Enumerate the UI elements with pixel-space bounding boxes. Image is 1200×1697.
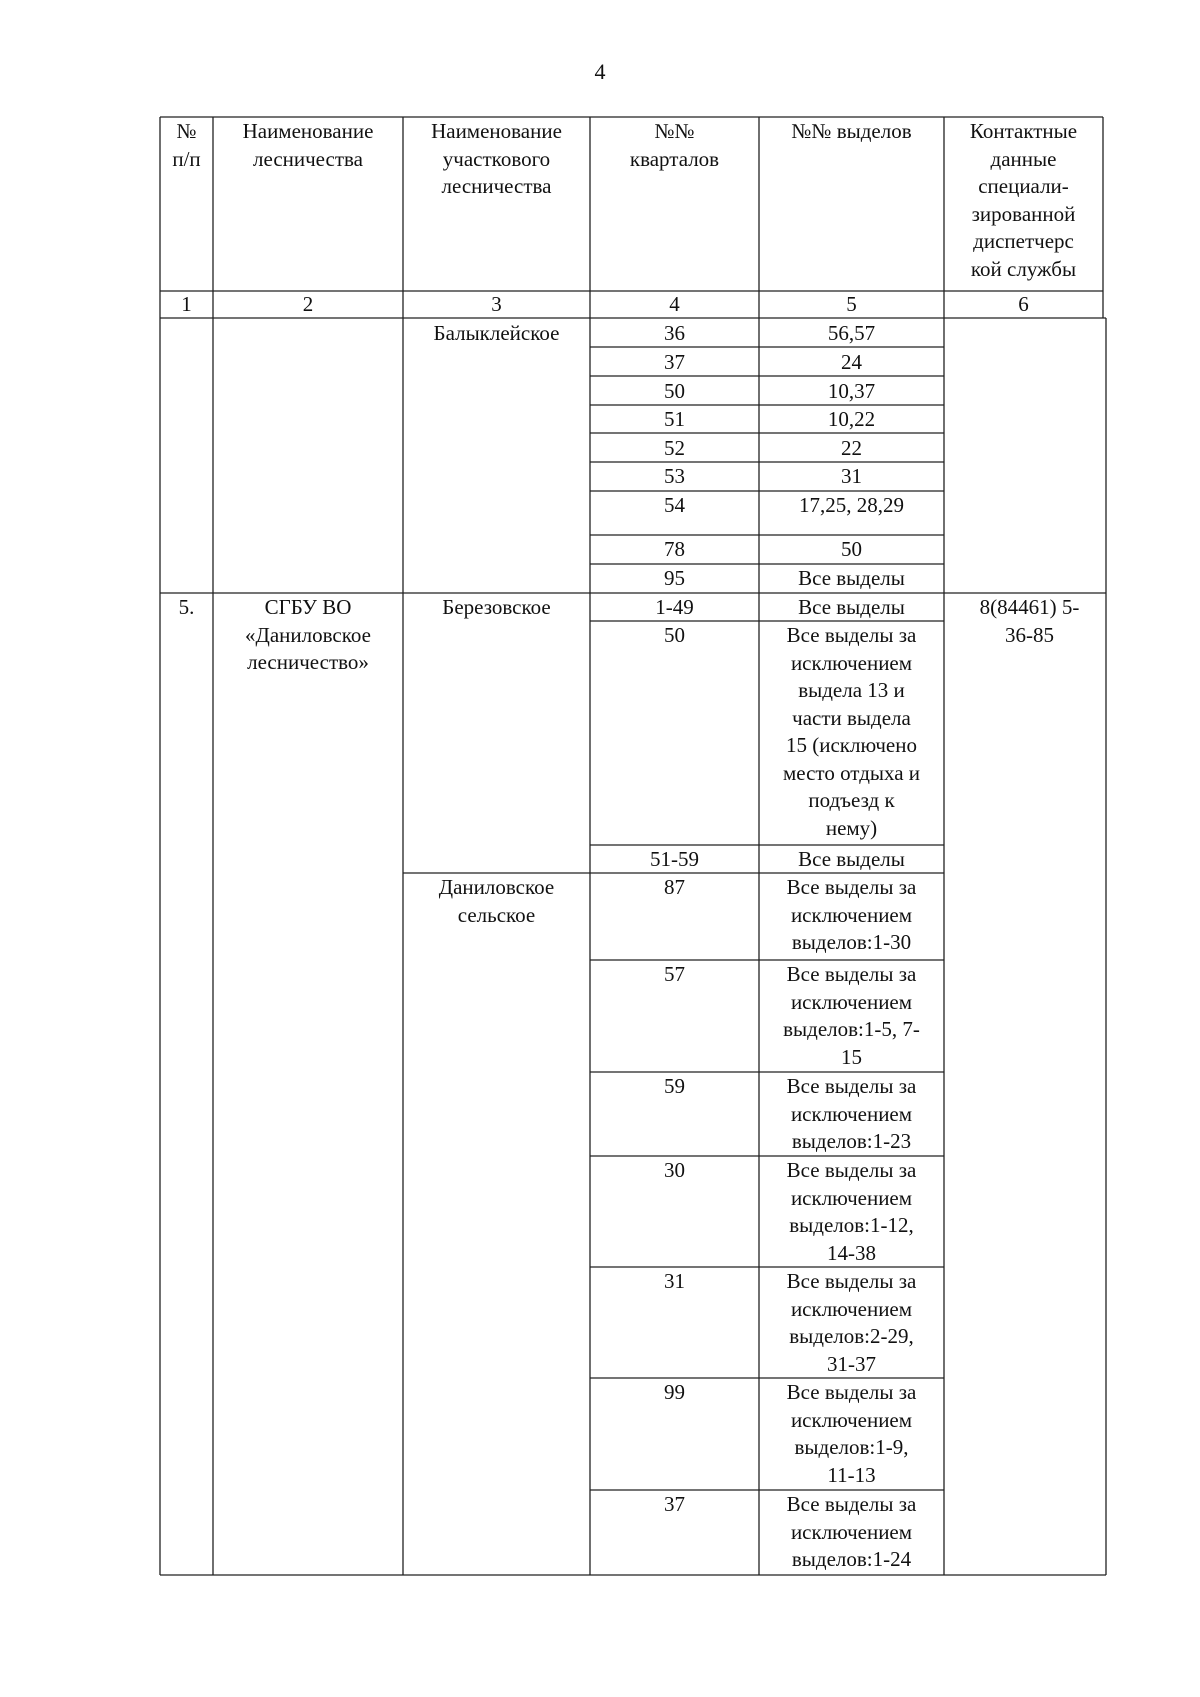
quarter-cell: 78 <box>664 537 685 561</box>
quarter-cell: 52 <box>664 436 685 460</box>
plots-cell: Все выделы за исключением выделов:1-24 <box>786 1492 917 1571</box>
plots-cell: Все выделы за исключением выделов:1-23 <box>786 1074 917 1153</box>
quarter-cell: 37 <box>664 1492 685 1516</box>
forestry-name: СГБУ ВО «Даниловское лесничество» <box>245 595 371 674</box>
quarter-cell: 36 <box>664 321 685 345</box>
plots-cell: Все выделы за исключением выделов:1-30 <box>786 875 917 954</box>
header-forestry-name: Наименование лесничества <box>242 119 374 171</box>
plots-cell: Все выделы за исключением выделов:1-12, 14-38 <box>786 1158 917 1265</box>
quarter-cell: 87 <box>664 875 685 899</box>
plots-cell: 22 <box>841 436 862 460</box>
quarter-cell: 57 <box>664 962 685 986</box>
column-number: 5 <box>846 292 857 316</box>
quarter-cell: 30 <box>664 1158 685 1182</box>
plots-cell: Все выделы <box>798 847 905 871</box>
quarter-cell: 53 <box>664 464 685 488</box>
plots-cell: 50 <box>841 537 862 561</box>
quarter-cell: 99 <box>664 1380 685 1404</box>
plots-cell: Все выделы за исключением выделов:1-5, 7- 15 <box>783 962 920 1069</box>
contact-phone: 8(84461) 5- 36-85 <box>979 595 1080 647</box>
quarter-cell: 54 <box>664 493 685 517</box>
header-district-name: Наименование участкового лесничества <box>431 119 562 198</box>
quarter-cell: 50 <box>664 379 685 403</box>
quarter-cell: 50 <box>664 623 685 647</box>
district-name: Даниловское сельское <box>438 875 555 927</box>
quarter-cell: 37 <box>664 350 685 374</box>
plots-cell: Все выделы за исключением выдела 13 и части выдела 15 (исключено место отдыха и подъезд к нему) <box>782 623 921 840</box>
plots-cell: 24 <box>841 350 862 374</box>
column-number: 2 <box>302 292 314 316</box>
column-number: 4 <box>669 292 680 316</box>
plots-cell: 56,57 <box>827 321 876 345</box>
page-number: 4 <box>594 59 606 84</box>
plots-cell: 10,37 <box>827 379 876 403</box>
quarter-cell: 59 <box>664 1074 685 1098</box>
plots-cell: Все выделы за исключением выделов:1-9, 11-13 <box>786 1380 917 1487</box>
quarter-cell: 95 <box>664 566 685 590</box>
header-plots: №№ выделов <box>791 119 912 143</box>
quarter-cell: 31 <box>664 1269 685 1293</box>
plots-cell: Все выделы за исключением выделов:2-29, 31-37 <box>786 1269 917 1376</box>
plots-cell: 31 <box>841 464 862 488</box>
plots-cell: 17,25, 28,29 <box>799 493 904 517</box>
district-name: Балыклейское <box>433 321 560 345</box>
plots-cell: Все выделы <box>798 566 905 590</box>
row-number: 5. <box>178 595 195 619</box>
column-number: 6 <box>1018 292 1029 316</box>
plots-cell: Все выделы <box>798 595 905 619</box>
header-number: № п/п <box>172 119 201 171</box>
plots-cell: 10,22 <box>827 407 876 431</box>
column-number: 1 <box>181 292 192 316</box>
quarter-cell: 51-59 <box>650 847 699 871</box>
quarter-cell: 51 <box>664 407 685 431</box>
column-number: 3 <box>491 292 502 316</box>
quarter-cell: 1-49 <box>655 595 694 619</box>
header-contact: Контактные данные специали- зированной диспетчерс кой службы <box>969 119 1078 281</box>
district-name: Березовское <box>442 595 551 619</box>
header-quarters: №№ кварталов <box>629 119 720 171</box>
